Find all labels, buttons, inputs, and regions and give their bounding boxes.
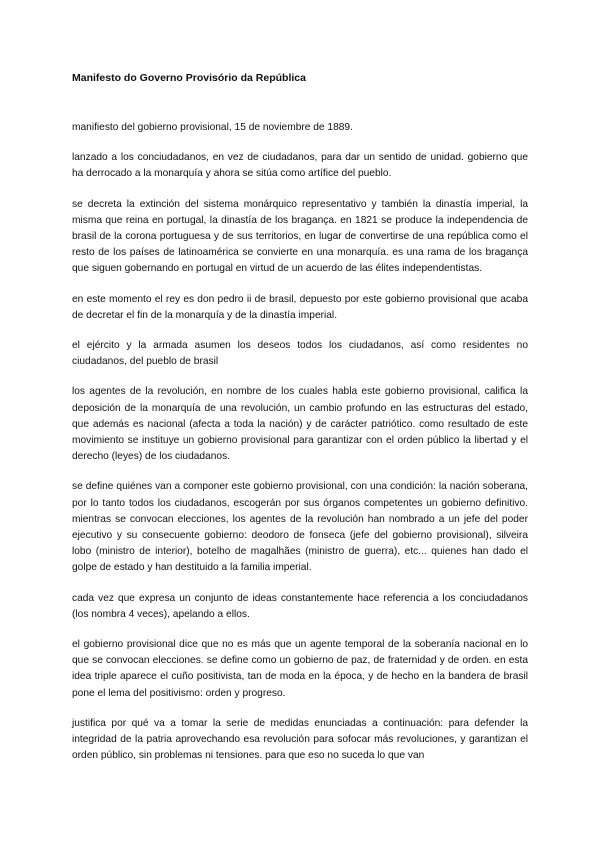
paragraph-addressees: lanzado a los conciudadanos, en vez de ciudadanos, para dar un sentido de unidad. gobierno que ha derrocado a la monarquía y ahora se sitúa como artífice del pueblo. (72, 152, 528, 180)
paragraph-conciudadanos: cada vez que expresa un conjunto de ideas constantemente hace referencia a los conciudadanos (los nombra 4 veces), apelando a ellos. (72, 592, 528, 620)
paragraph-government-composition: se define quiénes van a componer este gobierno provisional, con una condición: la nación soberana, por lo tanto todos los ciudadanos, escogerán por sus órganos competentes un gobierno definitivo. mientras se convocan elecciones, los agentes de la revolución han nombrado a un jefe del poder ejecutivo y su consecuente gobierno: deodoro de fonseca (jefe del gobierno provisional), silveira lobo (ministro de interior), botelho de magalhães (ministro de guerra), etc... quienes han dado el golpe de estado y han destituido a la familia imperial. (72, 481, 528, 574)
document-title: Manifesto do Governo Provisório da República (72, 72, 306, 84)
paragraph-date: manifiesto del gobierno provisional, 15 de noviembre de 1889. (72, 122, 353, 133)
paragraph-revolution-agents: los agentes de la revolución, en nombre de los cuales habla este gobierno provisional, califica la deposición de la monarquía de una revolución, un cambio profundo en las estructuras del estado, que además es nacional (afecta a toda la nación) y de carácter patriótico. como resultado de este movimiento se instituye un gobierno provisional para garantizar con el orden público la libertad y el derecho (leyes) de los ciudadanos. (72, 386, 528, 463)
paragraph-monarchy-extinction: se decreta la extinción del sistema monárquico representativo y también la dinastía imperial, la misma que reina en portugal, la dinastía de los bragança. en 1821 se produce la independencia de brasil de la corona portuguesa y de sus territorios, en lugar de convertirse de una república como el resto de los países de latinoamérica se convierte en una monarquía. es una rama de los bragança que siguen gobernando en portugal en virtud de un acuerdo de las élites independentistas. (72, 198, 528, 275)
document-body (72, 120, 528, 779)
paragraph-justification: justifica por qué va a tomar la serie de medidas enunciadas a continuación: para defender la integridad de la patria aprovechando esa revolución para sofocar más revoluciones, y garantizan el orden público, sin problemas ni tensiones. para que eso no suceda lo que van (72, 717, 528, 762)
paragraph-army-navy: el ejército y la armada asumen los deseos todos los ciudadanos, así como residentes no ciudadanos, del pueblo de brasil (72, 340, 528, 368)
paragraph-don-pedro: en este momento el rey es don pedro ii de brasil, depuesto por este gobierno provisional que acaba de decretar el fin de la monarquía y de la dinastía imperial. (72, 293, 528, 321)
paragraph-positivism: el gobierno provisional dice que no es más que un agente temporal de la soberanía nacional en lo que se convocan elecciones. se define como un gobierno de paz, de fraternidad y de orden. en esta idea triple aparece el cuño positivista, tan de moda en la época, y de hecho en la bandera de brasil pone el lema del positivismo: orden y progreso. (72, 639, 528, 699)
